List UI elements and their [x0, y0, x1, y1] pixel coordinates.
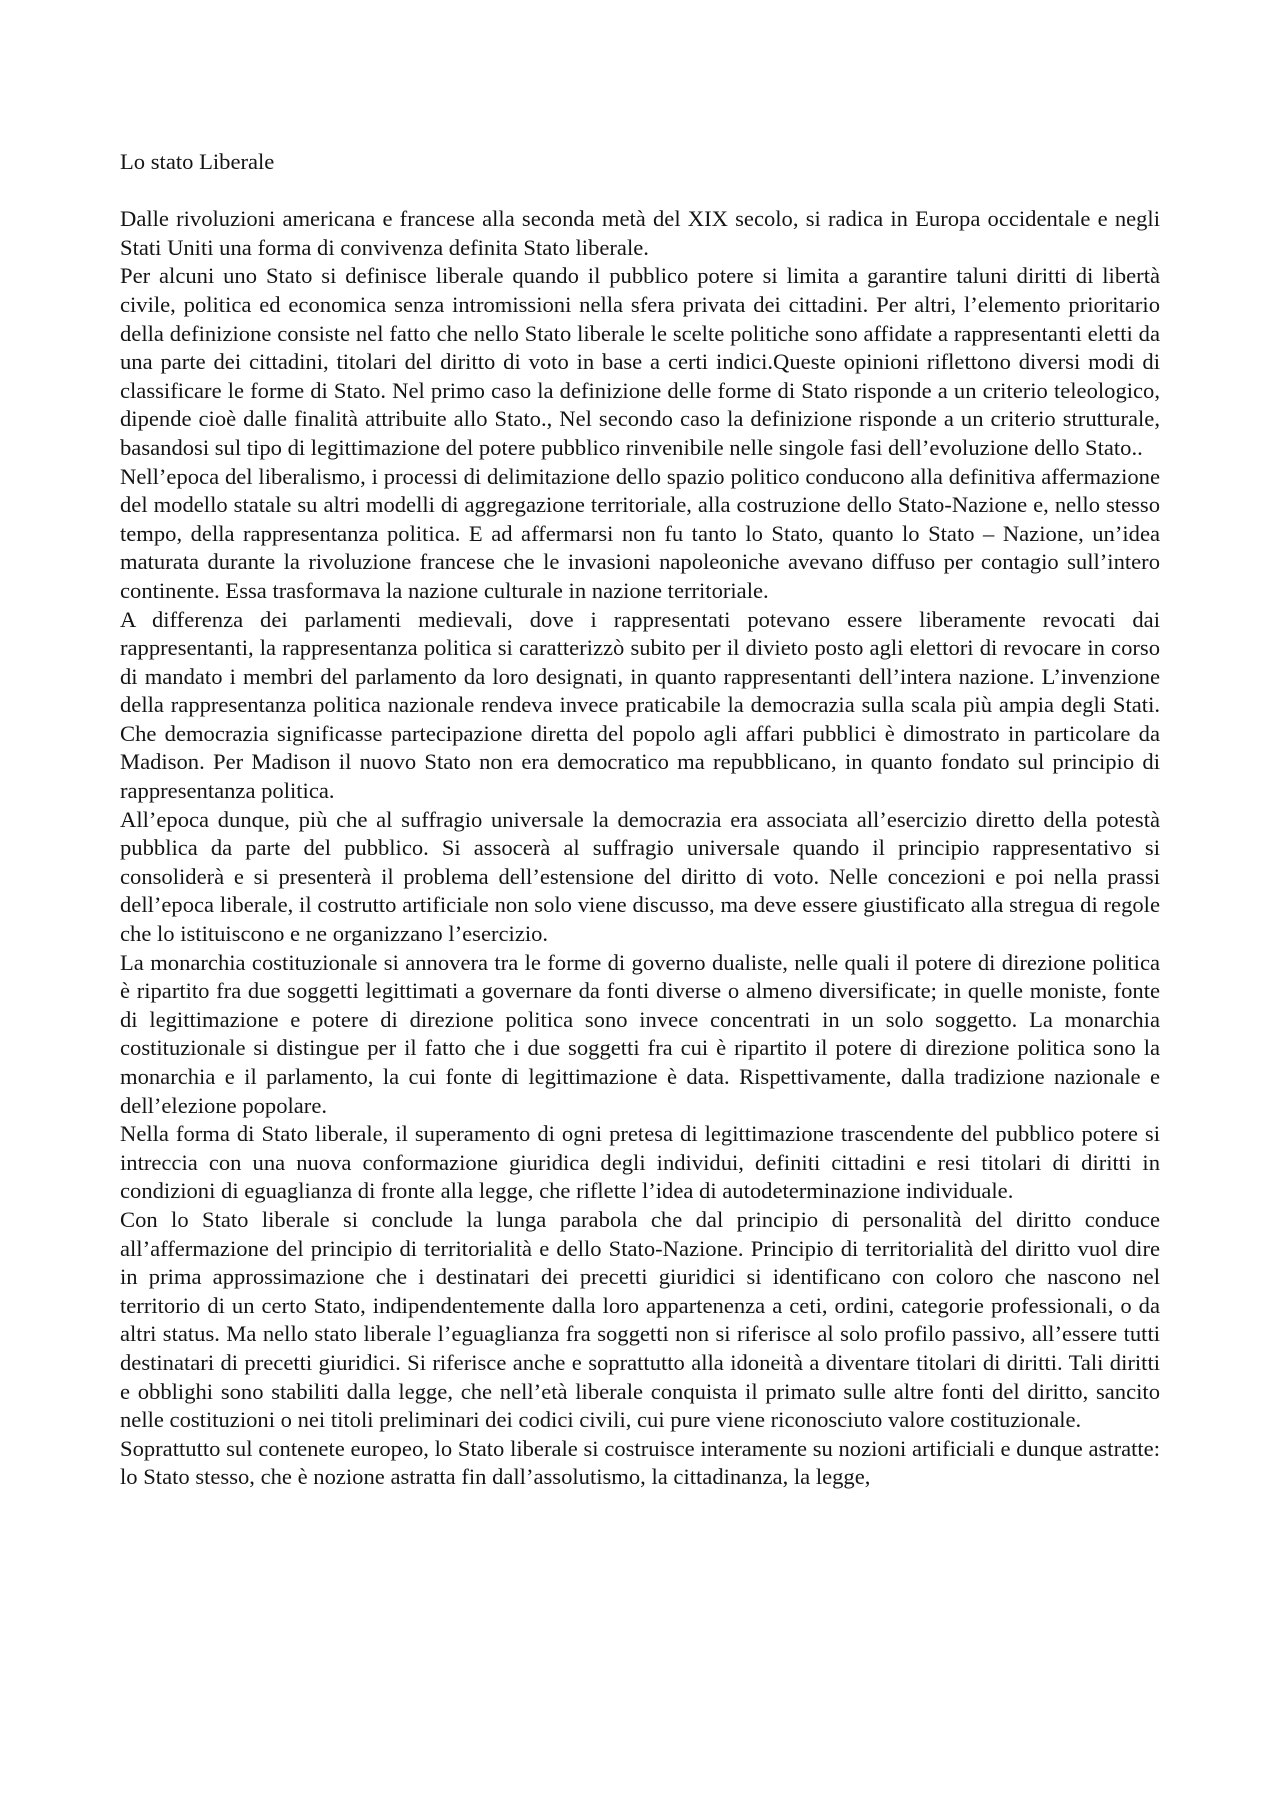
paragraph: Con lo Stato liberale si conclude la lunga parabola che dal principio di personalità del diritto conduce all’affermazione del principio di territorialità e dello Stato-Nazione. Principio di territorialità del diritto vuol dire in prima approssimazione che i destinatari dei precetti giuridici si identificano con coloro che nascono nel territorio di un certo Stato, indipendentemente dalla loro appartenenza a ceti, ordini, categorie professionali, o da altri status. Ma nello stato liberale l’eguaglianza fra soggetti non si riferisce al solo profilo passivo, all’essere tutti destinatari di precetti giuridici. Si riferisce anche e soprattutto alla idoneità a diventare titolari di diritti. Tali diritti e obblighi sono stabiliti dalla legge, che nell’età liberale conquista il primato sulle altre fonti del diritto, sancito nelle costituzioni o nei titoli preliminari dei codici civili, cui pure viene riconosciuto valore costituzionale.	[120, 1206, 1160, 1433]
paragraph: All’epoca dunque, più che al suffragio universale la democrazia era associata all’esercizio diretto della potestà pubblica da parte del pubblico. Si assocerà al suffragio universale quando il principio rappresentativo si consoliderà e si presenterà il problema dell’estensione del diritto di voto. Nelle concezioni e poi nella prassi dell’epoca liberale, il costrutto artificiale non solo viene discusso, ma deve essere giustificato alla stregua di regole che lo istituiscono e ne organizzano l’esercizio.	[120, 806, 1160, 947]
paragraph: A differenza dei parlamenti medievali, dove i rappresentati potevano essere liberamente revocati dai rappresentanti, la rappresentanza politica si caratterizzò subito per il divieto posto agli elettori di revocare in corso di mandato i membri del parlamento da loro designati, in quanto rappresentanti dell’intera nazione. L’invenzione della rappresentanza politica nazionale rendeva invece praticabile la democrazia sulla scala più ampia degli Stati. Che democrazia significasse partecipazione diretta del popolo agli affari pubblici è dimostrato in particolare da Madison. Per Madison il nuovo Stato non era democratico ma repubblicano, in quanto fondato sul principio di rappresentanza politica.	[120, 606, 1160, 804]
document-body	[120, 148, 1160, 1492]
paragraph: Dalle rivoluzioni americana e francese alla seconda metà del XIX secolo, si radica in Europa occidentale e negli Stati Uniti una forma di convivenza definita Stato liberale.	[120, 206, 1160, 260]
paragraph: Nell’epoca del liberalismo, i processi di delimitazione dello spazio politico conducono alla definitiva affermazione del modello statale su altri modelli di aggregazione territoriale, alla costruzione dello Stato-Nazione e, nello stesso tempo, della rappresentanza politica. E ad affermarsi non fu tanto lo Stato, quanto lo Stato – Nazione, un’idea maturata durante la rivoluzione francese che le invasioni napoleoniche avevano diffuso per contagio sull’intero continente. Essa trasformava la nazione culturale in nazione territoriale.	[120, 463, 1160, 603]
document-title: Lo stato Liberale	[120, 149, 275, 174]
paragraph: Nella forma di Stato liberale, il superamento di ogni pretesa di legittimazione trascendente del pubblico potere si intreccia con una nuova conformazione giuridica degli individui, definiti cittadini e resi titolari di diritti in condizioni di eguaglianza di fronte alla legge, che riflette l’idea di autodeterminazione individuale.	[120, 1121, 1160, 1204]
paragraph: La monarchia costituzionale si annovera tra le forme di governo dualiste, nelle quali il potere di direzione politica è ripartito fra due soggetti legittimati a governare da fonti diverse o almeno diversificate; in quelle moniste, fonte di legittimazione e potere di direzione politica sono invece concentrati in un solo soggetto. La monarchia costituzionale si distingue per il fatto che i due soggetti fra cui è ripartito il potere di direzione politica sono la monarchia e il parlamento, la cui fonte di legittimazione è data. Rispettivamente, dalla tradizione nazionale e dell’elezione popolare.	[120, 949, 1160, 1118]
paragraph: Soprattutto sul contenete europeo, lo Stato liberale si costruisce interamente su nozioni artificiali e dunque astratte: lo Stato stesso, che è nozione astratta fin dall’assolutismo, la cittadinanza, la legge,	[120, 1435, 1160, 1490]
paragraph: Per alcuni uno Stato si definisce liberale quando il pubblico potere si limita a garantire taluni diritti di libertà civile, politica ed economica senza intromissioni nella sfera privata dei cittadini. Per altri, l’elemento prioritario della definizione consiste nel fatto che nello Stato liberale le scelte politiche sono affidate a rappresentanti eletti da una parte dei cittadini, titolari del diritto di voto in base a certi indici.Queste opinioni riflettono diversi modi di classificare le forme di Stato. Nel primo caso la definizione delle forme di Stato risponde a un criterio teleologico, dipende cioè dalle finalità attribuite allo Stato., Nel secondo caso la definizione risponde a un criterio strutturale, basandosi sul tipo di legittimazione del potere pubblico rinvenibile nelle singole fasi dell’evoluzione dello Stato..	[120, 263, 1160, 460]
